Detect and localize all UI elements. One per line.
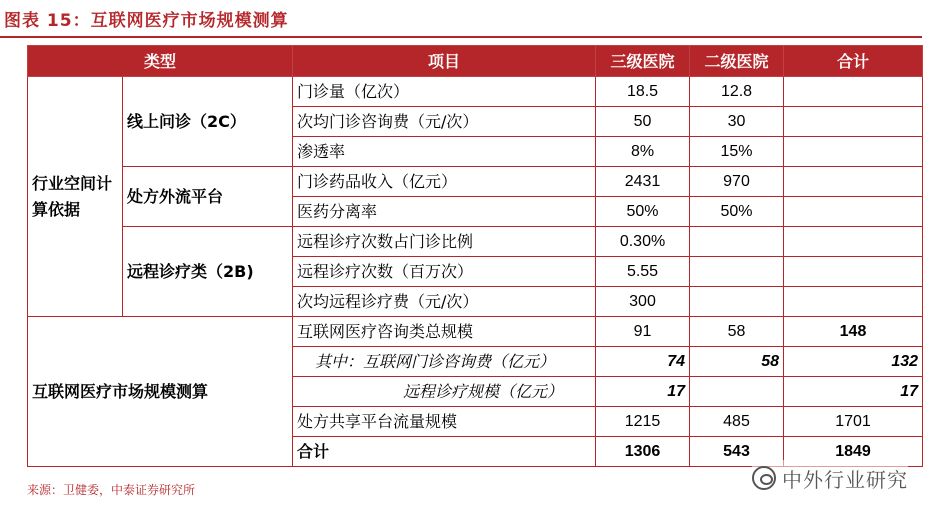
row-tier2: 12.8 bbox=[690, 77, 784, 107]
wechat-icon bbox=[752, 466, 776, 490]
row-tier3: 17 bbox=[596, 377, 690, 407]
section-estimate: 互联网医疗市场规模测算 bbox=[28, 317, 293, 467]
header-tier2: 二级医院 bbox=[690, 46, 784, 77]
watermark bbox=[752, 460, 908, 496]
row-item: 门诊药品收入（亿元） bbox=[293, 167, 596, 197]
row-total: 132 bbox=[784, 347, 923, 377]
row-tier3: 18.5 bbox=[596, 77, 690, 107]
table-row bbox=[28, 167, 923, 197]
row-tier3: 74 bbox=[596, 347, 690, 377]
row-tier2: 58 bbox=[690, 347, 784, 377]
table-row bbox=[28, 77, 923, 107]
row-tier3: 91 bbox=[596, 317, 690, 347]
row-tier2 bbox=[690, 377, 784, 407]
row-tier2 bbox=[690, 227, 784, 257]
row-tier3: 300 bbox=[596, 287, 690, 317]
row-total bbox=[784, 287, 923, 317]
row-total bbox=[784, 77, 923, 107]
row-tier3: 5.55 bbox=[596, 257, 690, 287]
section-basis: 行业空间计算依据 bbox=[28, 77, 123, 317]
row-tier2 bbox=[690, 287, 784, 317]
row-item: 其中：互联网门诊咨询费（亿元） bbox=[293, 347, 596, 377]
row-item: 远程诊疗规模（亿元） bbox=[293, 377, 596, 407]
row-total: 17 bbox=[784, 377, 923, 407]
section-remote: 远程诊疗类（2B) bbox=[123, 227, 293, 317]
row-total: 148 bbox=[784, 317, 923, 347]
row-item: 渗透率 bbox=[293, 137, 596, 167]
row-item: 次均远程诊疗费（元/次） bbox=[293, 287, 596, 317]
section-rx: 处方外流平台 bbox=[123, 167, 293, 227]
table-row bbox=[28, 317, 923, 347]
row-item: 次均门诊咨询费（元/次） bbox=[293, 107, 596, 137]
market-size-table bbox=[27, 45, 923, 467]
row-tier3: 1215 bbox=[596, 407, 690, 437]
section-online: 线上问诊（2C） bbox=[123, 77, 293, 167]
row-item: 处方共享平台流量规模 bbox=[293, 407, 596, 437]
row-total bbox=[784, 227, 923, 257]
row-tier2: 15% bbox=[690, 137, 784, 167]
header-tier3: 三级医院 bbox=[596, 46, 690, 77]
title-divider bbox=[0, 36, 922, 38]
row-total: 1701 bbox=[784, 407, 923, 437]
source-note: 来源：卫健委，中泰证券研究所 bbox=[27, 483, 196, 497]
row-total bbox=[784, 167, 923, 197]
header-type: 类型 bbox=[28, 46, 293, 77]
row-tier2: 30 bbox=[690, 107, 784, 137]
row-item: 合计 bbox=[293, 437, 596, 467]
watermark-text: 中外行业研究 bbox=[782, 467, 908, 492]
row-item: 医药分离率 bbox=[293, 197, 596, 227]
row-tier2: 50% bbox=[690, 197, 784, 227]
row-tier3: 50 bbox=[596, 107, 690, 137]
table-row bbox=[28, 227, 923, 257]
row-item: 门诊量（亿次） bbox=[293, 77, 596, 107]
row-tier2: 58 bbox=[690, 317, 784, 347]
row-total bbox=[784, 137, 923, 167]
row-tier2 bbox=[690, 257, 784, 287]
header-total: 合计 bbox=[784, 46, 923, 77]
row-item: 互联网医疗咨询类总规模 bbox=[293, 317, 596, 347]
row-total: 1849 bbox=[784, 437, 923, 467]
header-row bbox=[28, 46, 923, 77]
row-tier3: 8% bbox=[596, 137, 690, 167]
row-total bbox=[784, 107, 923, 137]
row-total bbox=[784, 197, 923, 227]
row-item: 远程诊疗次数（百万次） bbox=[293, 257, 596, 287]
row-tier2: 543 bbox=[690, 437, 784, 467]
row-tier2: 485 bbox=[690, 407, 784, 437]
row-item: 远程诊疗次数占门诊比例 bbox=[293, 227, 596, 257]
header-item: 项目 bbox=[293, 46, 596, 77]
figure-title: 图表 15：互联网医疗市场规模测算 bbox=[4, 11, 289, 31]
row-tier2: 970 bbox=[690, 167, 784, 197]
row-total bbox=[784, 257, 923, 287]
row-tier3: 1306 bbox=[596, 437, 690, 467]
row-tier3: 0.30% bbox=[596, 227, 690, 257]
row-tier3: 50% bbox=[596, 197, 690, 227]
row-tier3: 2431 bbox=[596, 167, 690, 197]
